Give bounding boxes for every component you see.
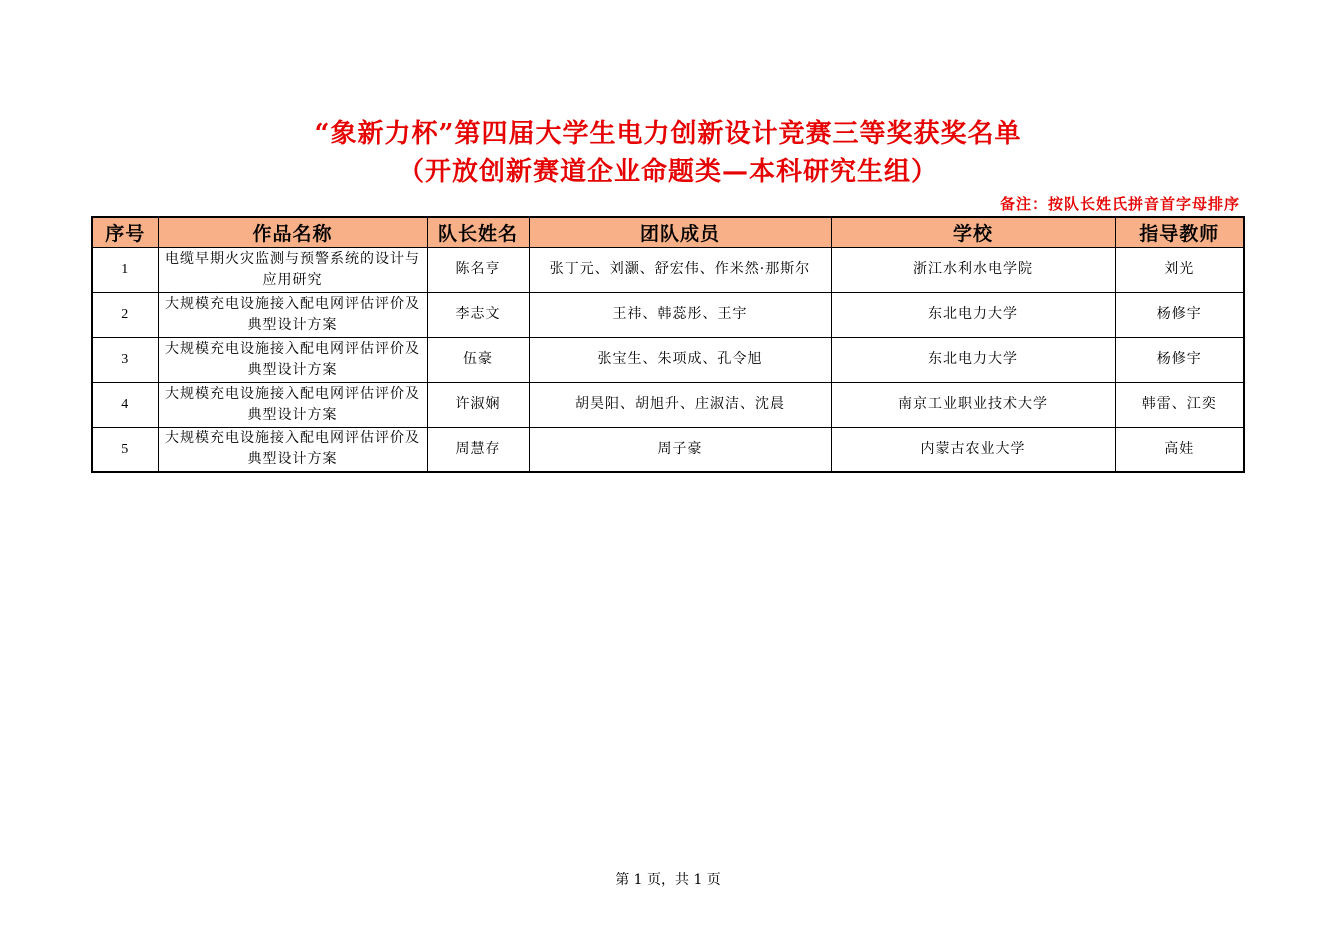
cell-no: 2 bbox=[92, 292, 158, 337]
cell-leader: 李志文 bbox=[427, 292, 529, 337]
cell-members: 周子豪 bbox=[529, 427, 831, 472]
cell-school: 南京工业职业技术大学 bbox=[831, 382, 1115, 427]
document-subtitle: （开放创新赛道企业命题类—本科研究生组） bbox=[397, 157, 938, 187]
cell-leader: 伍豪 bbox=[427, 337, 529, 382]
header-advisor: 指导教师 bbox=[1115, 217, 1244, 247]
cell-school: 东北电力大学 bbox=[831, 337, 1115, 382]
award-table bbox=[91, 216, 1245, 473]
cell-members: 张宝生、朱项成、孔令旭 bbox=[529, 337, 831, 382]
sort-remark: 备注：按队长姓氏拼音首字母排序 bbox=[999, 195, 1240, 213]
cell-advisor: 杨修宇 bbox=[1115, 337, 1244, 382]
cell-school: 内蒙古农业大学 bbox=[831, 427, 1115, 472]
cell-advisor: 高娃 bbox=[1115, 427, 1244, 472]
header-no: 序号 bbox=[92, 217, 158, 247]
table-row bbox=[92, 427, 1244, 472]
cell-work: 电缆早期火灾监测与预警系统的设计与应用研究 bbox=[158, 247, 427, 292]
page-footer: 第 1 页，共 1 页 bbox=[615, 872, 721, 888]
table-row bbox=[92, 337, 1244, 382]
cell-no: 4 bbox=[92, 382, 158, 427]
cell-no: 3 bbox=[92, 337, 158, 382]
cell-school: 东北电力大学 bbox=[831, 292, 1115, 337]
cell-leader: 陈名亨 bbox=[427, 247, 529, 292]
header-work: 作品名称 bbox=[158, 217, 427, 247]
document-title: “象新力杯”第四届大学生电力创新设计竞赛三等奖获奖名单 bbox=[314, 119, 1022, 149]
table-row bbox=[92, 292, 1244, 337]
cell-school: 浙江水利水电学院 bbox=[831, 247, 1115, 292]
cell-work: 大规模充电设施接入配电网评估评价及典型设计方案 bbox=[158, 427, 427, 472]
header-leader: 队长姓名 bbox=[427, 217, 529, 247]
cell-members: 张丁元、刘灏、舒宏伟、作米然·那斯尔 bbox=[529, 247, 831, 292]
cell-advisor: 杨修宇 bbox=[1115, 292, 1244, 337]
cell-advisor: 韩雷、江奕 bbox=[1115, 382, 1244, 427]
table-row bbox=[92, 382, 1244, 427]
cell-work: 大规模充电设施接入配电网评估评价及典型设计方案 bbox=[158, 382, 427, 427]
cell-advisor: 刘光 bbox=[1115, 247, 1244, 292]
table-row bbox=[92, 247, 1244, 292]
header-school: 学校 bbox=[831, 217, 1115, 247]
cell-work: 大规模充电设施接入配电网评估评价及典型设计方案 bbox=[158, 337, 427, 382]
cell-no: 5 bbox=[92, 427, 158, 472]
header-members: 团队成员 bbox=[529, 217, 831, 247]
cell-leader: 许淑娴 bbox=[427, 382, 529, 427]
table-header-row bbox=[92, 217, 1244, 247]
cell-leader: 周慧存 bbox=[427, 427, 529, 472]
cell-members: 胡昊阳、胡旭升、庄淑洁、沈晨 bbox=[529, 382, 831, 427]
cell-members: 王祎、韩蕊彤、王宇 bbox=[529, 292, 831, 337]
cell-no: 1 bbox=[92, 247, 158, 292]
cell-work: 大规模充电设施接入配电网评估评价及典型设计方案 bbox=[158, 292, 427, 337]
